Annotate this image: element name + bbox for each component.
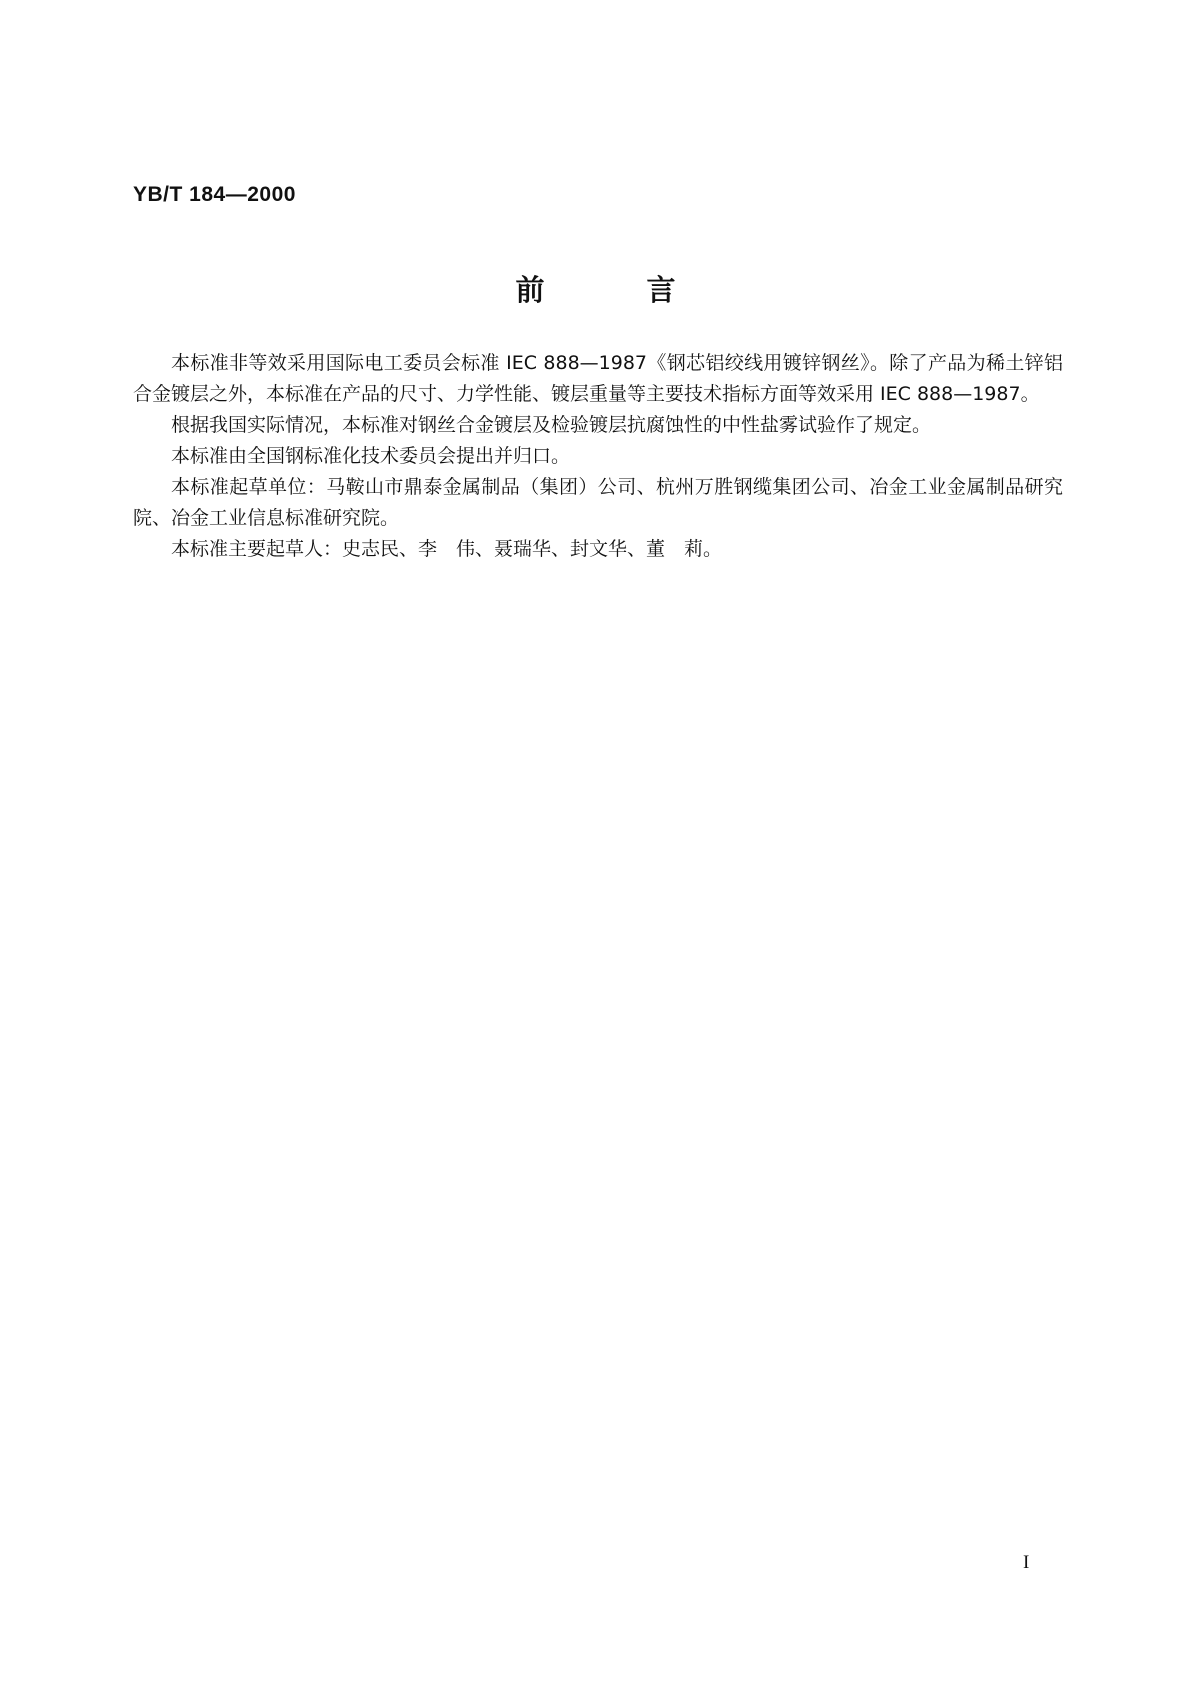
paragraph-adoption: 本标准非等效采用国际电工委员会标准 IEC 888—1987《钢芯铝绞线用镀锌钢丝》。除了产品为稀土锌铝合金镀层之外，本标准在产品的尺寸、力学性能、镀层重量等主要技术指标方面等效采用 IEC 888—1987。 — [133, 352, 1063, 405]
paragraph-drafting-units: 本标准起草单位：马鞍山市鼎泰金属制品（集团）公司、杭州万胜钢缆集团公司、冶金工业金属制品研究院、冶金工业信息标准研究院。 — [133, 476, 1063, 529]
standard-number: YB/T 184—2000 — [133, 183, 296, 206]
paragraph-provisions: 根据我国实际情况，本标准对钢丝合金镀层及检验镀层抗腐蚀性的中性盐雾试验作了规定。 — [171, 414, 932, 436]
page-title-char-2: 言 — [646, 273, 676, 307]
paragraph-proposer: 本标准由全国钢标准化技术委员会提出并归口。 — [171, 445, 571, 467]
foreword-body — [133, 348, 1063, 565]
page-title — [0, 272, 1191, 308]
page-number: I — [1023, 1552, 1030, 1573]
page-title-char-1: 前 — [515, 273, 545, 307]
paragraph-drafters: 本标准主要起草人：史志民、李 伟、聂瑞华、封文华、董 莉。 — [171, 538, 723, 560]
